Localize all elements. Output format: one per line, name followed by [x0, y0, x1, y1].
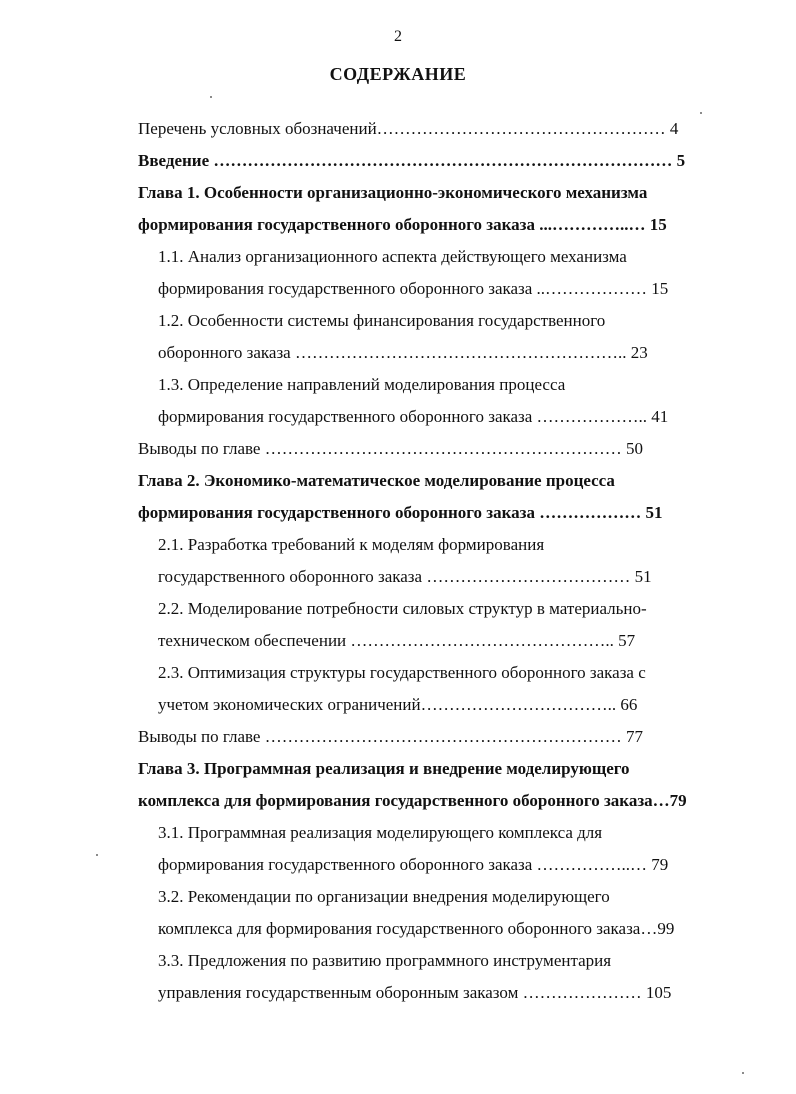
- toc-section-2-3-line-2: учетом экономических ограничений…………………………….. 66: [158, 695, 638, 714]
- toc-title: СОДЕРЖАНИЕ: [329, 64, 467, 84]
- toc-section-2-2-line-2: техническом обеспечении ……………………………………….. 57: [158, 631, 636, 650]
- toc-chapter-2-line-2: формирования государственного оборонного заказа ……………… 51: [138, 503, 663, 522]
- scan-speck: [742, 1072, 744, 1074]
- toc-section-1-1-line-1: 1.1. Анализ организационного аспекта действующего механизма: [158, 247, 627, 266]
- toc-section-3-2-line-2: комплекса для формирования государственного оборонного заказа…99: [158, 919, 675, 938]
- toc-section-1-3-line-2: формирования государственного оборонного заказа ……………….. 41: [158, 407, 669, 426]
- toc-section-1-2-line-2: оборонного заказа ………………………………………………….. 23: [158, 343, 648, 362]
- toc-section-3-2-line-1: 3.2. Рекомендации по организации внедрения моделирующего: [158, 887, 610, 906]
- toc-section-3-3-line-1: 3.3. Предложения по развитию программного инструментария: [158, 951, 612, 970]
- toc-entry-abbreviations: Перечень условных обозначений…………………………………………… 4: [138, 119, 679, 138]
- toc-chapter-2-line-1: Глава 2. Экономико-математическое моделирование процесса: [138, 471, 615, 490]
- toc-section-2-3-line-1: 2.3. Оптимизация структуры государственного оборонного заказа с: [158, 663, 646, 682]
- toc-section-1-3-line-1: 1.3. Определение направлений моделирования процесса: [158, 375, 566, 394]
- toc-section-2-1-line-2: государственного оборонного заказа ……………………………… 51: [158, 567, 652, 586]
- toc-section-1-2-line-1: 1.2. Особенности системы финансирования государственного: [158, 311, 606, 330]
- toc-chapter-3-line-1: Глава 3. Программная реализация и внедрение моделирующего: [138, 759, 630, 778]
- toc-conclusions-chapter-1: Выводы по главе ……………………………………………………… 50: [138, 439, 643, 458]
- toc-chapter-3-line-2: комплекса для формирования государственного оборонного заказа…79: [138, 791, 687, 810]
- toc-chapter-1-line-1: Глава 1. Особенности организационно-экономического механизма: [138, 183, 648, 202]
- toc-section-2-2-line-1: 2.2. Моделирование потребности силовых структур в материально-: [158, 599, 647, 618]
- toc-section-1-1-line-2: формирования государственного оборонного заказа ..……………… 15: [158, 279, 669, 298]
- toc-section-3-3-line-2: управления государственным оборонным заказом ………………… 105: [158, 983, 672, 1002]
- toc-section-3-1-line-1: 3.1. Программная реализация моделирующего комплекса для: [158, 823, 603, 842]
- toc-entry-introduction: Введение ……………………………………………………………………… 5: [138, 151, 686, 170]
- toc-section-3-1-line-2: формирования государственного оборонного заказа ……………..… 79: [158, 855, 669, 874]
- toc-section-2-1-line-1: 2.1. Разработка требований к моделям формирования: [158, 535, 545, 554]
- toc-conclusions-chapter-2: Выводы по главе ……………………………………………………… 77: [138, 727, 643, 746]
- scan-speck: [210, 96, 212, 98]
- scan-speck: [700, 112, 702, 114]
- page-number: 2: [394, 28, 402, 45]
- scan-speck: [96, 854, 98, 856]
- toc-chapter-1-line-2: формирования государственного оборонного заказа ...…………..… 15: [138, 215, 667, 234]
